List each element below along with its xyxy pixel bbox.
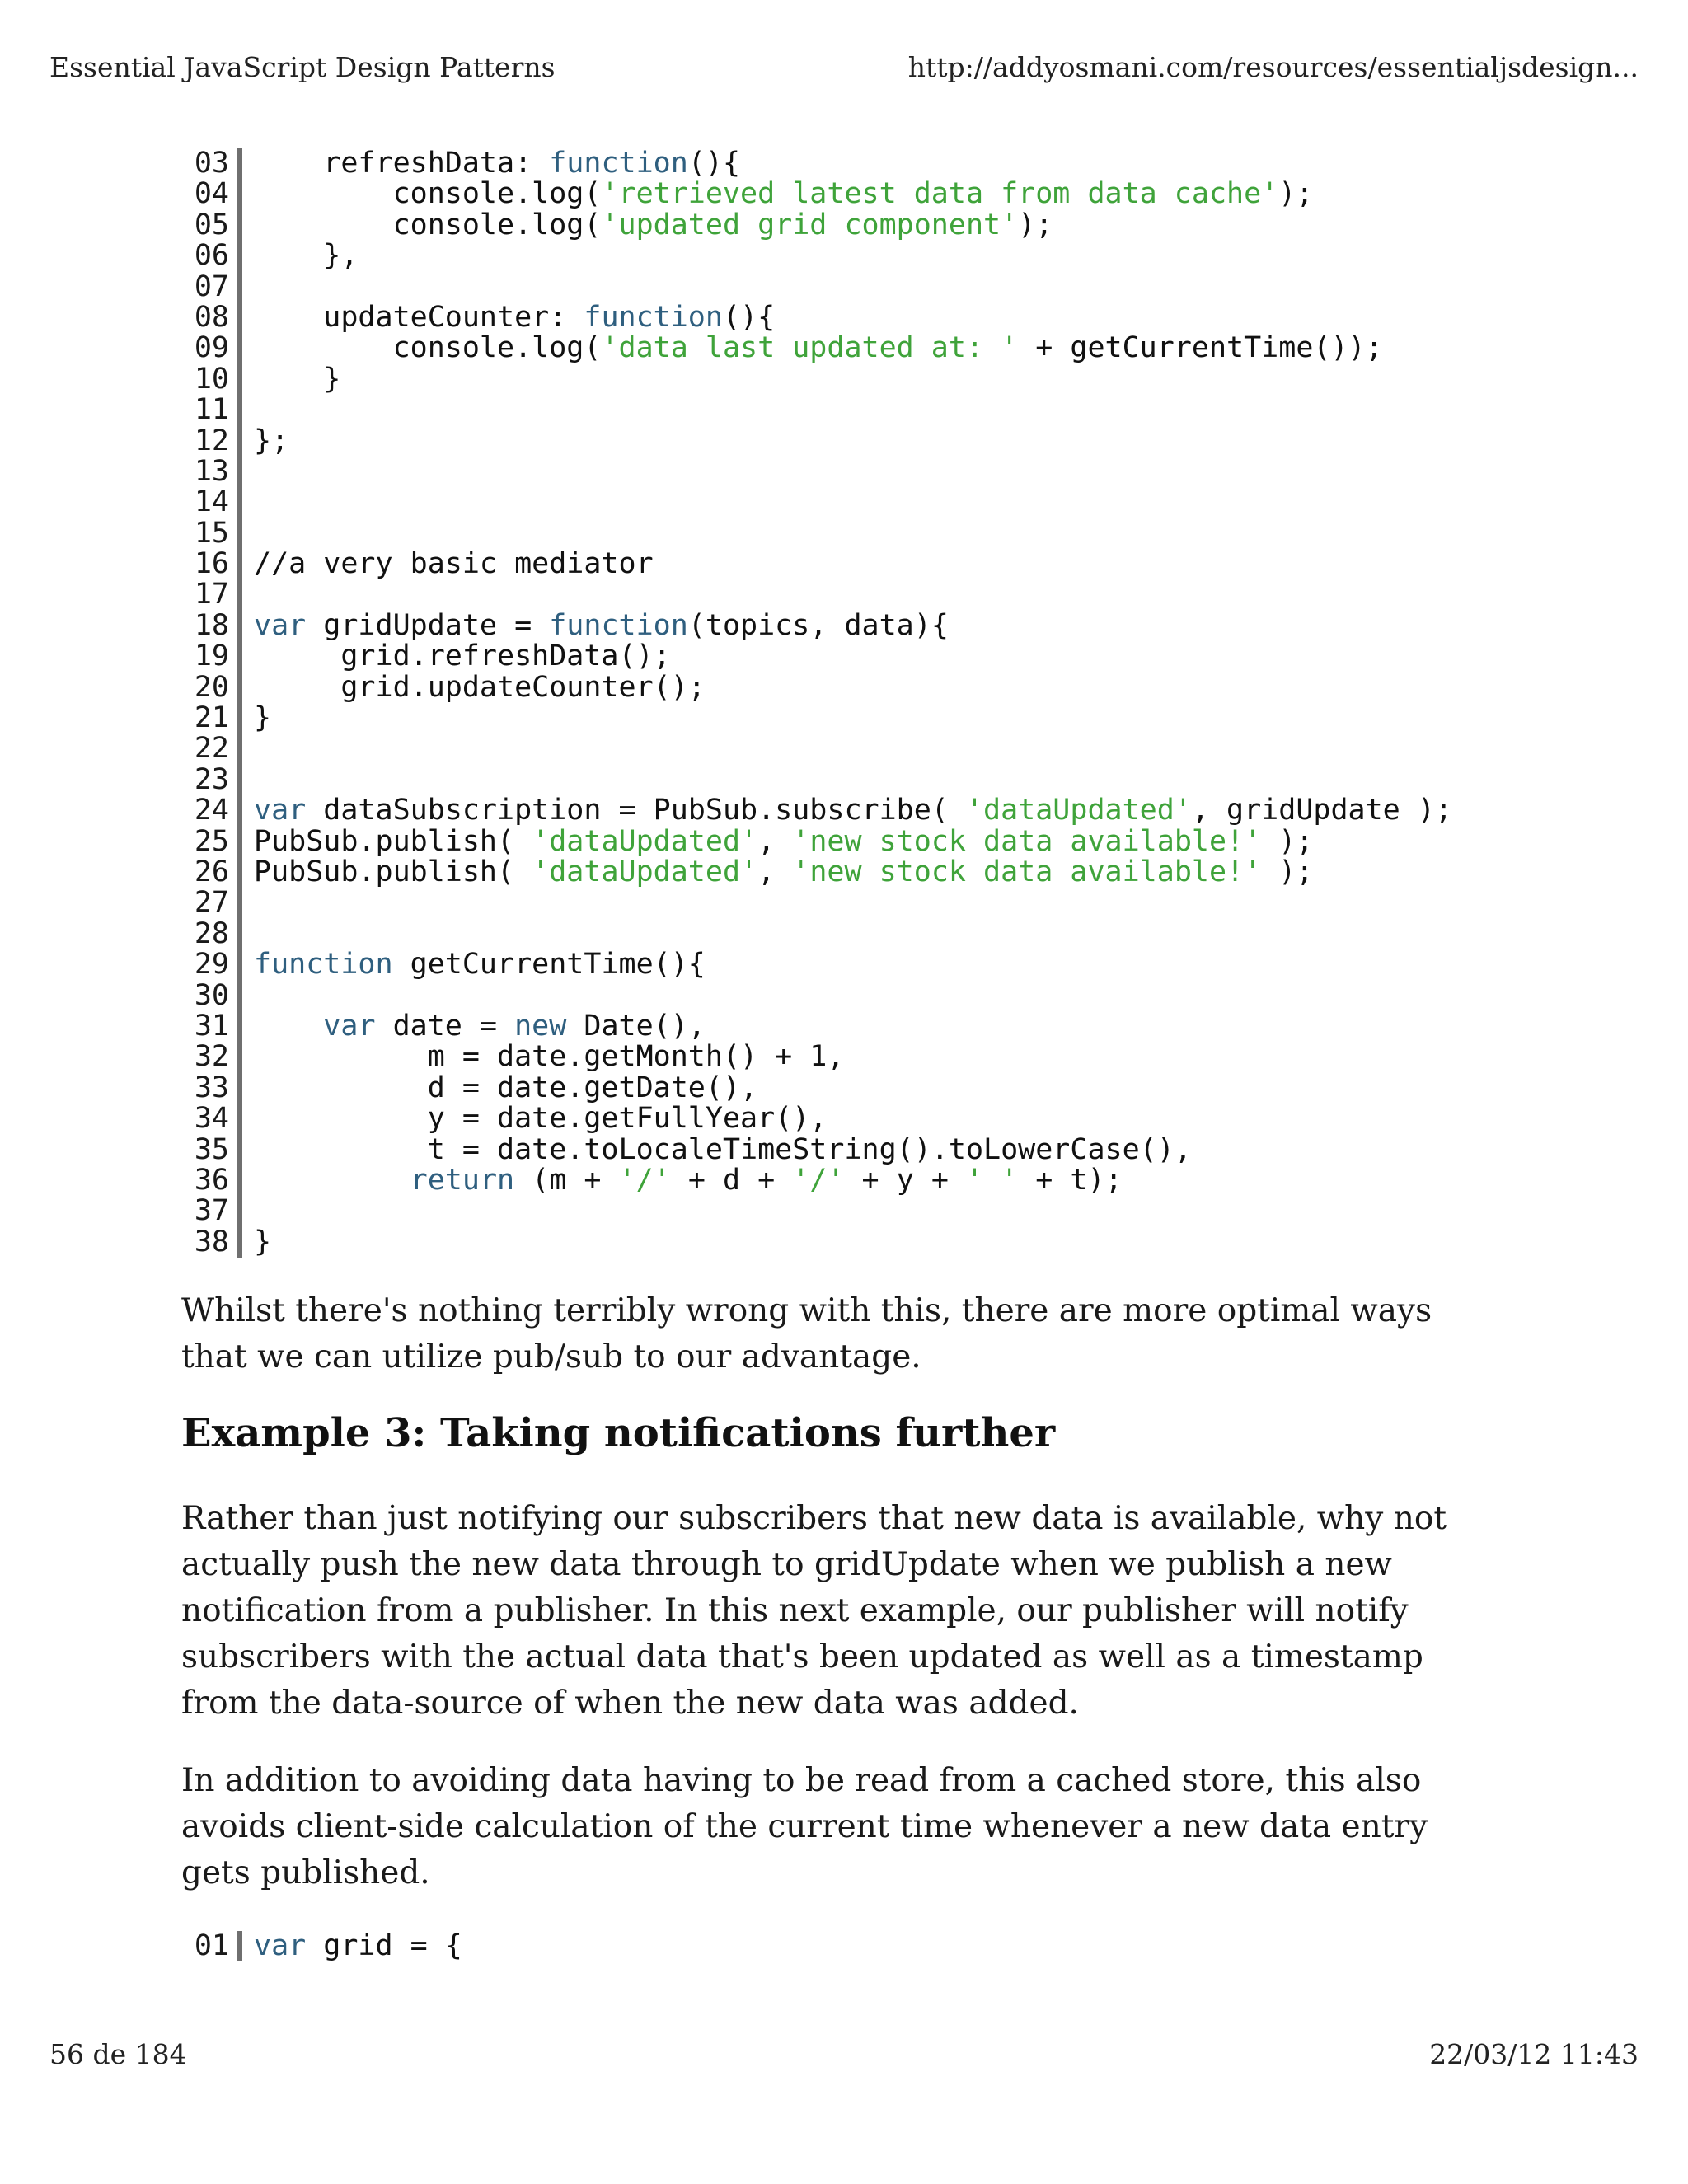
code-text	[254, 608, 949, 642]
code-token: console.log(	[254, 208, 602, 241]
code-token: ' '	[966, 1163, 1019, 1197]
line-number: 35	[194, 1132, 229, 1166]
code-line	[183, 703, 1452, 733]
gutter-bar	[237, 148, 242, 179]
line-number: 31	[194, 1009, 229, 1043]
code-line	[183, 579, 1452, 610]
line-number: 18	[194, 608, 229, 642]
gutter-bar	[237, 703, 242, 733]
code-token: var	[254, 608, 307, 642]
code-token: 'retrieved latest data from data cache'	[601, 177, 1279, 211]
line-number: 33	[194, 1071, 229, 1104]
gutter-bar	[237, 1104, 242, 1134]
line-number: 10	[194, 362, 229, 396]
code-token: grid = {	[306, 1929, 462, 1962]
line-number: 20	[194, 670, 229, 704]
code-line	[183, 210, 1452, 241]
code-token: (m +	[514, 1163, 619, 1197]
code-token: console.log(	[254, 331, 602, 365]
code-token: 'new stock data available!'	[792, 824, 1262, 858]
code-token: '/'	[618, 1163, 671, 1197]
gutter-bar	[237, 1227, 242, 1258]
code-text	[254, 364, 340, 395]
code-token: PubSub.publish(	[254, 855, 532, 888]
code-token: );	[1278, 177, 1314, 211]
gutter-bar	[237, 179, 242, 209]
code-line	[183, 762, 1452, 796]
gutter-bar	[237, 302, 242, 333]
code-line	[183, 269, 1452, 303]
code-token: function	[549, 608, 688, 642]
body-paragraph: Whilst there's nothing terribly wrong with this, there are more optimal ways that we can utilize pub/sub to our advantage.	[181, 1292, 1432, 1376]
code-token: 'new stock data available!'	[792, 855, 1262, 888]
code-line	[183, 857, 1452, 888]
code-line	[183, 395, 1452, 425]
gutter-bar	[237, 888, 242, 918]
code-token: (){	[687, 147, 741, 180]
code-token: ,	[757, 855, 793, 888]
line-number: 29	[194, 948, 229, 982]
code-text	[254, 1132, 1192, 1166]
code-token	[254, 1164, 410, 1197]
code-line	[183, 978, 1452, 1012]
code-line	[183, 1042, 1452, 1072]
gutter-bar	[237, 579, 242, 610]
code-token: new	[514, 1009, 567, 1043]
line-number: 30	[194, 978, 229, 1012]
code-text	[254, 179, 1313, 209]
line-number: 08	[194, 300, 229, 334]
code-token: , gridUpdate );	[1191, 794, 1452, 827]
code-text	[254, 302, 775, 333]
gutter-bar	[237, 641, 242, 672]
code-line	[183, 1165, 1452, 1196]
code-token: y = date.getFullYear(),	[254, 1102, 828, 1136]
code-token: 'dataUpdated'	[532, 855, 758, 888]
line-number: 32	[194, 1040, 229, 1074]
gutter-bar	[237, 518, 242, 549]
code-line	[183, 426, 1452, 457]
code-line	[183, 454, 1452, 488]
gutter-bar	[237, 210, 242, 241]
line-number: 28	[194, 916, 229, 950]
code-token: };	[254, 424, 289, 457]
line-number: 05	[194, 208, 229, 241]
line-number: 12	[194, 424, 229, 457]
gutter-bar	[237, 457, 242, 487]
line-number: 06	[194, 239, 229, 273]
line-number: 38	[194, 1225, 229, 1258]
code-line	[183, 179, 1452, 209]
code-token	[254, 1010, 323, 1043]
gutter-bar	[237, 1196, 242, 1226]
code-token: updateCounter:	[254, 300, 584, 334]
code-token: 'data last updated at: '	[601, 331, 1019, 365]
line-number: 36	[194, 1163, 229, 1197]
code-block	[183, 1931, 462, 1961]
code-token: + getCurrentTime());	[1018, 331, 1383, 365]
header-title: Essential JavaScript Design Patterns	[49, 51, 556, 83]
line-number: 16	[194, 547, 229, 581]
line-number: 03	[194, 147, 229, 180]
code-line	[183, 641, 1452, 672]
code-token: t = date.toLocaleTimeString().toLowerCase(),	[254, 1132, 1192, 1166]
code-token: '/'	[792, 1163, 845, 1197]
page-number: 56 de 184	[49, 2038, 187, 2070]
gutter-bar	[237, 395, 242, 425]
code-token: },	[254, 239, 359, 273]
code-token: gridUpdate =	[306, 608, 550, 642]
code-token: function	[254, 948, 393, 982]
code-line	[183, 608, 1452, 642]
code-token: 'updated grid component'	[601, 208, 1019, 241]
gutter-bar	[237, 549, 242, 579]
code-token: PubSub.publish(	[254, 824, 532, 858]
code-text	[254, 949, 706, 980]
code-token: refreshData:	[254, 147, 550, 180]
line-number: 15	[194, 516, 229, 550]
gutter-bar	[237, 364, 242, 395]
body-paragraph: In addition to avoiding data having to be read from a cached store, this also avoids client-side calculation of the current time whenever a new data entry gets published.	[181, 1762, 1428, 1891]
code-token: ,	[757, 824, 793, 858]
code-text	[254, 824, 1314, 858]
code-text	[254, 333, 1383, 363]
line-number: 24	[194, 794, 229, 827]
code-text	[254, 1227, 271, 1258]
code-text	[254, 1165, 1123, 1196]
gutter-bar	[237, 857, 242, 888]
line-number: 37	[194, 1194, 229, 1228]
code-text	[254, 148, 740, 179]
section-heading: Example 3: Taking notifications further	[181, 1410, 1056, 1456]
code-text	[254, 795, 1452, 826]
code-token: return	[410, 1163, 515, 1197]
gutter-bar	[237, 673, 242, 703]
line-number: 09	[194, 331, 229, 365]
code-text	[254, 1042, 844, 1072]
gutter-bar	[237, 241, 242, 271]
code-line	[183, 518, 1452, 549]
code-line	[183, 1011, 1452, 1042]
code-line	[183, 949, 1452, 980]
line-number: 17	[194, 578, 229, 612]
gutter-bar	[237, 1931, 242, 1961]
code-block	[183, 148, 1452, 1258]
code-line	[183, 670, 1452, 704]
code-token: dataSubscription = PubSub.subscribe(	[306, 794, 966, 827]
gutter-bar	[237, 919, 242, 949]
code-text	[254, 703, 271, 733]
code-token: );	[1261, 855, 1314, 888]
gutter-bar	[237, 765, 242, 795]
code-line	[183, 1132, 1452, 1166]
code-line	[183, 302, 1452, 333]
code-token: var	[254, 794, 307, 827]
code-token: m = date.getMonth() + 1,	[254, 1040, 845, 1074]
code-token: grid.refreshData();	[254, 640, 671, 673]
line-number: 21	[194, 701, 229, 735]
print-datetime: 22/03/12 11:43	[1429, 2038, 1639, 2070]
gutter-bar	[237, 426, 242, 457]
code-token: 'dataUpdated'	[965, 794, 1192, 827]
line-number: 01	[194, 1929, 229, 1962]
line-number: 13	[194, 454, 229, 488]
code-text	[254, 1073, 757, 1104]
code-line	[183, 1073, 1452, 1104]
code-line	[183, 916, 1452, 950]
code-token: + t);	[1018, 1163, 1123, 1197]
line-number: 27	[194, 886, 229, 920]
code-token: );	[1261, 824, 1314, 858]
gutter-bar	[237, 1073, 242, 1104]
gutter-bar	[237, 1165, 242, 1196]
gutter-bar	[237, 733, 242, 764]
code-line	[183, 1227, 1452, 1258]
code-token: function	[549, 147, 688, 180]
code-text	[254, 549, 654, 579]
gutter-bar	[237, 1042, 242, 1072]
code-token: var	[323, 1009, 376, 1043]
code-token: console.log(	[254, 177, 602, 211]
line-number: 11	[194, 393, 229, 427]
code-line	[183, 795, 1452, 826]
code-text	[254, 641, 671, 672]
line-number: 22	[194, 732, 229, 766]
code-text	[254, 1104, 827, 1134]
code-line	[183, 487, 1452, 518]
line-number: 26	[194, 855, 229, 888]
gutter-bar	[237, 1135, 242, 1165]
code-text	[254, 1011, 706, 1042]
body-paragraph: Rather than just notifying our subscribers that new data is available, why not actually push the new data through to gridUpdate when we publish a new notification from a publisher. In this next example, our publisher will notify subscribers with the actual data that's been updated as well as a timestamp from the data-source of when the new data was added.	[181, 1500, 1447, 1722]
line-number: 14	[194, 485, 229, 519]
code-token: getCurrentTime(){	[392, 948, 706, 982]
code-line	[183, 333, 1452, 363]
code-token: (topics, data){	[687, 608, 949, 642]
code-line	[183, 733, 1452, 764]
code-token: function	[584, 300, 723, 334]
code-line	[183, 364, 1452, 395]
gutter-bar	[237, 827, 242, 857]
line-number: 19	[194, 640, 229, 673]
gutter-bar	[237, 333, 242, 363]
code-token: d = date.getDate(),	[254, 1071, 758, 1104]
code-token: }	[254, 362, 341, 396]
gutter-bar	[237, 487, 242, 518]
code-text	[254, 426, 288, 457]
code-token: (){	[722, 300, 776, 334]
code-line	[183, 1196, 1452, 1226]
line-number: 07	[194, 269, 229, 303]
code-token: 'dataUpdated'	[532, 824, 758, 858]
code-text	[254, 241, 358, 271]
code-token: grid.updateCounter();	[254, 670, 706, 704]
code-text	[254, 210, 1053, 241]
code-token: );	[1018, 208, 1053, 241]
code-token: date =	[375, 1009, 515, 1043]
gutter-bar	[237, 1011, 242, 1042]
gutter-bar	[237, 981, 242, 1011]
line-number: 23	[194, 762, 229, 796]
gutter-bar	[237, 272, 242, 302]
gutter-bar	[237, 795, 242, 826]
gutter-bar	[237, 611, 242, 641]
gutter-bar	[237, 949, 242, 980]
line-number: 25	[194, 824, 229, 858]
code-text	[254, 857, 1313, 888]
code-line	[183, 241, 1452, 271]
code-token: //a very basic mediator	[254, 547, 654, 581]
code-text	[254, 1931, 462, 1961]
header-url: http://addyosmani.com/resources/essentialjsdesign...	[907, 51, 1639, 83]
code-token: + y +	[844, 1163, 966, 1197]
code-line	[183, 549, 1452, 579]
code-token: + d +	[670, 1163, 793, 1197]
code-token: Date(),	[566, 1009, 706, 1043]
code-token: }	[254, 701, 272, 735]
line-number: 34	[194, 1102, 229, 1136]
code-line	[183, 1931, 462, 1961]
code-token: }	[254, 1225, 272, 1258]
code-token: var	[254, 1929, 307, 1962]
line-number: 04	[194, 177, 229, 211]
code-line	[183, 1104, 1452, 1134]
code-line	[183, 888, 1452, 918]
code-line	[183, 824, 1452, 858]
code-text	[254, 670, 706, 704]
code-line	[183, 148, 1452, 179]
